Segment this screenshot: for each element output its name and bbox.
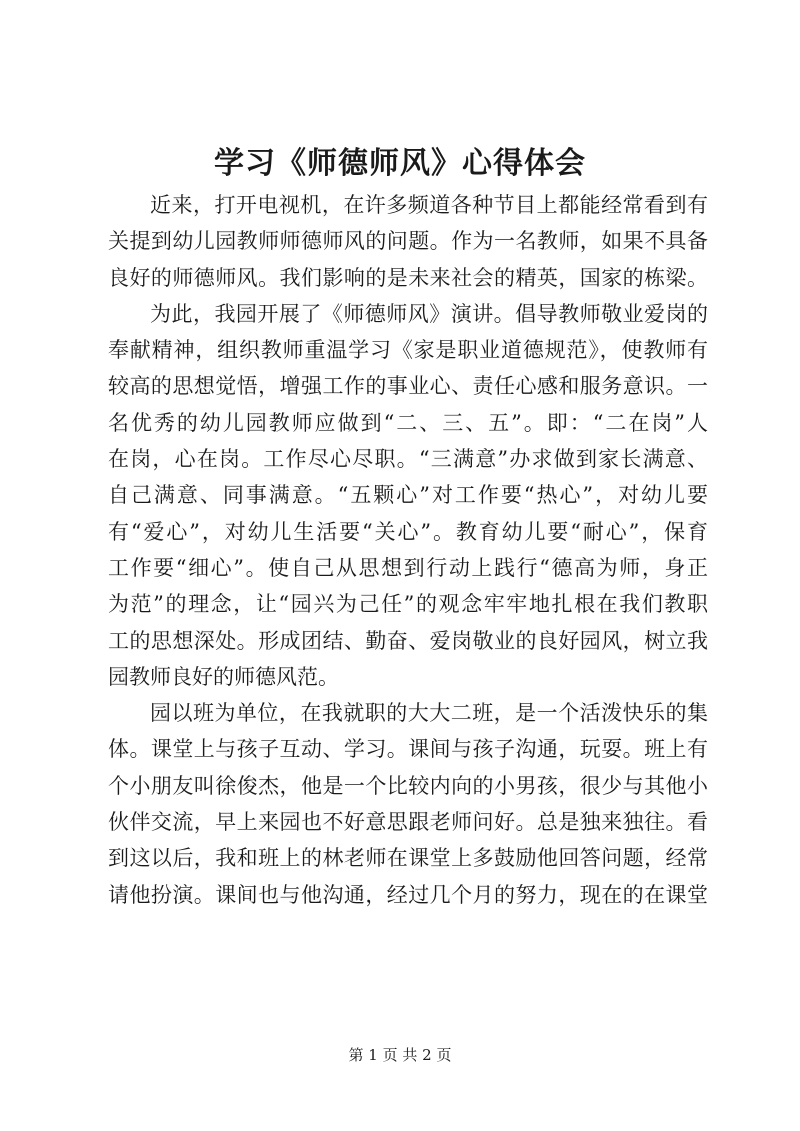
text-line: 工作要“细心”。使自己从思想到行动上践行“德高为师，身正 — [108, 555, 708, 580]
text-line: 名优秀的幼儿园教师应做到“二、三、五”。即：“二在岗”人 — [108, 410, 708, 435]
paragraph — [108, 695, 708, 913]
text-line: 有“爱心”，对幼儿生活要“关心”。教育幼儿要“耐心”，保育 — [108, 519, 708, 544]
document-body — [108, 187, 708, 913]
text-line: 良好的师德师风。我们影响的是未来社会的精英，国家的栋梁。 — [108, 265, 708, 290]
page-footer: 第 1 页 共 2 页 — [348, 1046, 452, 1064]
text-line: 工的思想深处。形成团结、勤奋、爱岗敬业的良好园风，树立我 — [108, 628, 708, 653]
text-line: 奉献精神，组织教师重温学习《家是职业道德规范》，使教师有 — [108, 338, 708, 363]
text-line: 近来，打开电视机，在许多频道各种节目上都能经常看到有 — [150, 193, 708, 217]
text-line: 在岗，心在岗。工作尽心尽职。“三满意”办求做到家长满意、 — [108, 447, 708, 472]
text-line: 自己满意、同事满意。“五颗心”对工作要“热心”，对幼儿要 — [108, 483, 708, 508]
text-line: 伙伴交流，早上来园也不好意思跟老师问好。总是独来独往。看 — [108, 810, 708, 835]
text-line: 请他扮演。课间也与他沟通，经过几个月的努力，现在的在课堂 — [108, 882, 708, 907]
text-line: 为范”的理念，让“园兴为己任”的观念牢牢地扎根在我们教职 — [108, 592, 708, 617]
document-title: 学习《师德师风》心得体会 — [214, 146, 586, 181]
text-line: 园以班为单位，在我就职的大大二班，是一个活泼快乐的集 — [150, 701, 708, 726]
text-line: 体。课堂上与孩子互动、学习。课间与孩子沟通，玩耍。班上有 — [108, 737, 708, 762]
text-line: 个小朋友叫徐俊杰，他是一个比较内向的小男孩，很少与其他小 — [108, 773, 708, 798]
paragraph — [108, 187, 708, 296]
text-line: 到这以后，我和班上的林老师在课堂上多鼓励他回答问题，经常 — [108, 846, 708, 871]
text-line: 较高的思想觉悟，增强工作的事业心、责任心感和服务意识。一 — [108, 374, 708, 399]
text-line: 为此，我园开展了《师德师风》演讲。倡导教师敬业爱岗的 — [150, 301, 708, 326]
paragraph — [108, 296, 708, 695]
text-line: 园教师良好的师德风范。 — [108, 664, 339, 689]
text-line: 关提到幼儿园教师师德师风的问题。作为一名教师，如果不具备 — [108, 229, 708, 254]
